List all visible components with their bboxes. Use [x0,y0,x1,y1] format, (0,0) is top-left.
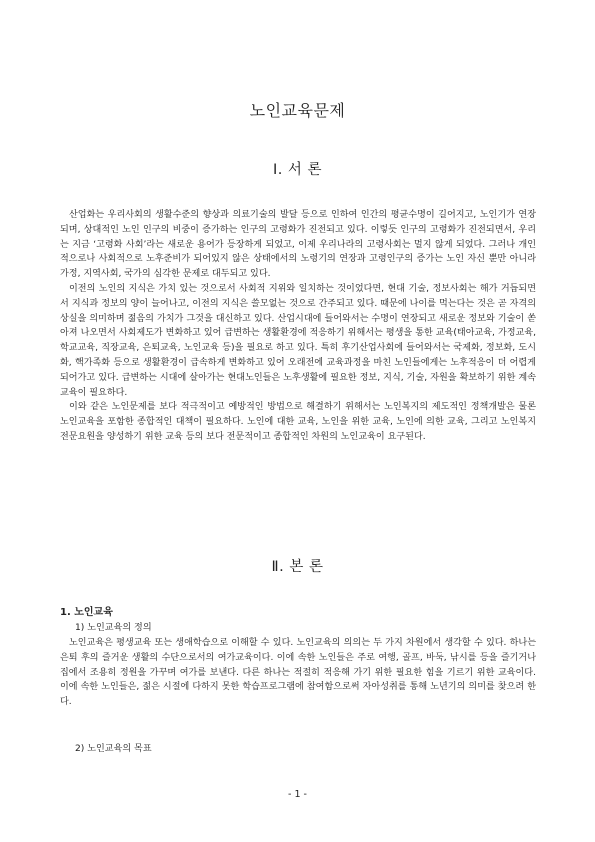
subheading-definition: 1) 노인교육의 정의 [75,623,152,633]
subheading-goals: 2) 노인교육의 목표 [75,744,152,754]
introduction-body [60,208,536,445]
paragraph: 산업화는 우리사회의 생활수준의 향상과 의료기술의 발달 등으로 인하여 인간의 평균수명이 길어지고, 노인기가 연장되며, 상대적인 노인 인구의 비중이 증가하는 인구의 고령화가 진전되고 있다. 이렇듯 인구의 고령화가 진전되면서, 우리는 지금 ‘고령화 사회’라는 새로운 용어가 등장하게 되었고, 이제 우리나라의 고령사회는 멀지 않게 되었다. 그러나 개인적으로나 사회적으로 노후준비가 되어있지 않은 상태에서의 노령기의 연장과 고령인구의 증가는 노인 자신 뿐만 아니라 가정, 지역사회, 국가의 심각한 문제로 대두되고 있다. [60,210,536,280]
section-title-body: Ⅱ. 본 론 [271,559,324,575]
heading-elderly-education: 1. 노인교육 [60,607,113,618]
document-title: 노인교육문제 [249,101,346,120]
paragraph: 이와 같은 노인문제를 보다 적극적이고 예방적인 방법으로 해결하기 위해서는 노인복지의 제도적인 정책개발은 물론 노인교육을 포함한 종합적인 대책이 필요하다. 노인에 대한 교육, 노인을 위한 교육, 노인에 의한 교육, 그리고 노인복지 전문요원을 양성하기 위한 교육 등의 보다 전문적이고 종합적인 차원의 노인교육이 요구된다. [60,402,536,442]
definition-body [60,636,536,710]
paragraph: 이전의 노인의 지식은 가치 있는 것으로서 사회적 지위와 일치하는 것이었다면, 현대 기술, 정보사회는 해가 거듭되면서 지식과 정보의 양이 늘어나고, 이전의 지식은 쓸모없는 것으로 간주되고 있다. 때문에 나이를 먹는다는 것은 곧 자격의 상실을 의미하며 젊음의 가치가 그것을 대신하고 있다. 산업시대에 들어와서는 수명이 연장되고 새로운 정보와 기술이 쏟아져 나오면서 사회제도가 변화하고 있어 급변하는 생활환경에 적응하기 위해서는 평생을 통한 교육(태아교육, 가정교육, 학교교육, 직장교육, 은퇴교육, 노인교육 등)을 필요로 하고 있다. 특히 후기산업사회에 들어와서는 국제화, 정보화, 도시화, 핵가족화 등으로 생활환경이 급속하게 변화하고 있어 오래전에 교육과정을 마친 노인들에게는 노후적응이 더 어렵게 되어가고 있다. 급변하는 시대에 살아가는 현대노인들은 노후생활에 필요한 정보, 지식, 기술, 자원을 확보하기 위한 계속교육이 필요하다. [60,283,536,398]
paragraph: 노인교육은 평생교육 또는 생애학습으로 이해할 수 있다. 노인교육의 의의는 두 가지 차원에서 생각할 수 있다. 하나는 은퇴 후의 즐거운 생활의 수단으로서의 여가교육이다. 이에 속한 노인들은 주로 여행, 골프, 바둑, 낚시를 등을 즐기거나 집에서 조용히 정원을 가꾸며 여가를 보낸다. 다른 하나는 적절히 적응해 가기 위한 필요한 힘을 기르기 위한 교육이다. 이에 속한 노인들은, 젊은 시절에 다하지 못한 학습프로그램에 참여함으로써 자아성취를 통해 노년기의 의미를 찾으려 한다. [60,638,536,708]
page-number: - 1 - [288,789,307,800]
section-title-introduction: Ⅰ. 서 론 [272,162,323,178]
